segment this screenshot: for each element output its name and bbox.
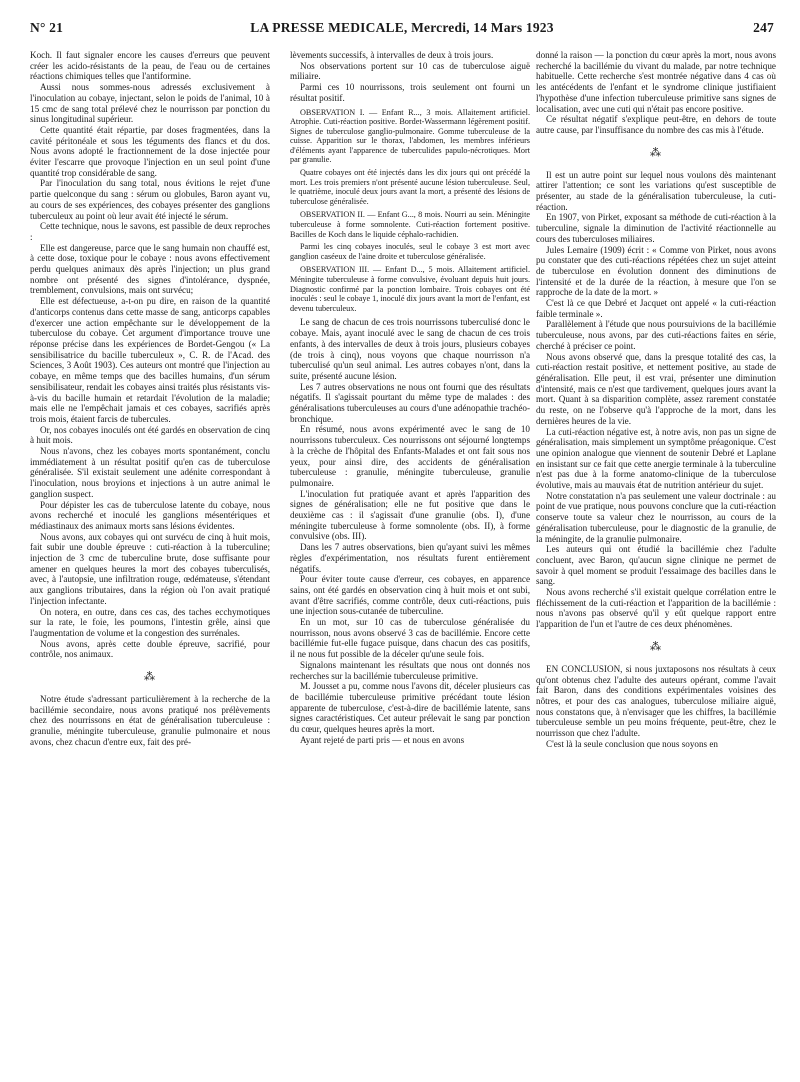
paragraph: Nous avons recherché s'il existait quelque corrélation entre le fléchissement de la cuti-réaction et l'apparition de la bacillémie : nous n'avons pas observé qu'il y eût quelque rapport entre l'apparition de l'un et l'autre de ces deux phénomènes. bbox=[536, 587, 776, 630]
paragraph: On notera, en outre, dans ces cas, des taches ecchymotiques sur la rate, le foie, les poumons, l'intestin grêle, ainsi que l'augmentation de volume et la congestion des surrénales. bbox=[30, 606, 270, 638]
observation-paragraph: OBSERVATION II. — Enfant G..., 8 mois. Nourri au sein. Méningite tuberculeuse à forme somnolente. Cuti-réaction fortement positive. Bacilles de Koch dans le liquide céphalo-rachidien. bbox=[290, 210, 530, 239]
paragraph: Le sang de chacun de ces trois nourrissons tuberculisé donc le cobaye. Mais, ayant inoculé avec le sang de chacun de ces trois enfants, à des intervalles de deux à trois jours, plusieurs cobayes (de trois à cinq), nous voyons que chaque nourrisson n'a tuberculisé qu'un seul animal. Les autres cobayes n'ont, dans la suite, présenté aucune lésion. bbox=[290, 317, 530, 381]
paragraph: Koch. Il faut signaler encore les causes d'erreurs que peuvent créer les acido-résistants de la peau, de l'eau ou de certaines réactions chimiques telles que l'antiformine. bbox=[30, 50, 270, 82]
paragraph: Nos observations portent sur 10 cas de tuberculose aiguë miliaire. bbox=[290, 60, 530, 82]
paragraph: lèvements successifs, à intervalles de deux à trois jours. bbox=[290, 50, 494, 60]
paragraph: M. Jousset a pu, comme nous l'avons dit, déceler plusieurs cas de bacillémie tuberculeuse primitive précédant toute lésion apparente de tuberculose, c'est-à-dire de bacillémie latente, sans signes caractéristiques. Cet auteur prélevait le sang par ponction du cœur, quelques heures après la mort. bbox=[290, 681, 530, 735]
paragraph: Cette quantité était répartie, par doses fragmentées, dans la cavité péritonéale et sous les téguments des flancs et du dos. Nous avons adopté le fractionnement de la dose injectée pour éviter l'escarre que provoque l'injection en un seul point d'une quantité trop considérable de sang. bbox=[30, 124, 270, 178]
paragraph: donné la raison — la ponction du cœur après la mort, nous avons recherché la bacillémie du vivant du malade, par notre technique habituelle. Cette recherche s'est montrée négative dans 4 cas où les antécédents de l'enfant et le syndrome clinique justifiaient l'hypothèse d'une infection tuberculeuse primitive sans signes de localisation, avec une cuti qui n'était pas encore positive. bbox=[536, 50, 776, 114]
paragraph: Par l'inoculation du sang total, nous évitions le rejet d'une partie quelconque du sang : sérum ou globules, Baron ayant vu, au cours de ses expériences, des cobayes présenter des ganglions tuberculeux au point où leur avait été injecté le sérum. bbox=[30, 178, 270, 221]
paragraph: Elle est dangereuse, parce que le sang humain non chauffé est, à cette dose, toxique pour le cobaye : nous avons effectivement perdu quelques animaux dès après l'injection; un plus grand nombre ont présenté des signes d'intolérance, dyspnée, tremblement, convulsions, mais ont survécu; bbox=[30, 242, 270, 296]
paragraph: Nous n'avons, chez les cobayes morts spontanément, conclu immédiatement à un résultat positif qu'en cas de tuberculose généralisée. S'il existait seulement une adénite correspondant à l'inoculation, nous broyions et injections à un autre animal le ganglion suspect. bbox=[30, 446, 270, 499]
paragraph: En résumé, nous avons expérimenté avec le sang de 10 nourrissons tuberculeux. Ces nourrissons ont séjourné longtemps à la crèche de l'hôpital des Enfants-Malades et ont fait sous nos yeux, pour ainsi dire, des accidents de généralisation tuberculeuse : granulie, méningite tuberculeuse, granulie pulmonaire. bbox=[290, 424, 530, 488]
paragraph: Notre étude s'adressant particulièrement à la recherche de la bacillémie secondaire, nous avons pratiqué nos prélèvements chez des nourrissons en état de généralisation tuberculeuse : granulie, méningite tuberculeuse, granulie pulmonaire et nous avons, chez chacun d'entre eux, fait des pré- bbox=[30, 694, 270, 747]
paragraph: Or, nos cobayes inoculés ont été gardés en observation de cinq à huit mois. bbox=[30, 424, 270, 446]
paragraph: L'inoculation fut pratiquée avant et après l'apparition des signes de généralisation; elle ne fut positive que dans le deuxième cas : il s'agissait d'une granulie (obs. I), d'une méningite tuberculeuse à forme somnolente (obs. II), à forme convulsive (obs. III). bbox=[290, 488, 530, 542]
text-column-2 bbox=[290, 50, 530, 1072]
text-column-1 bbox=[30, 50, 270, 1072]
paragraph: C'est là ce que Debré et Jacquet ont appelé « la cuti-réaction faible terminale ». bbox=[536, 298, 776, 319]
paragraph: Elle est défectueuse, a-t-on pu dire, en raison de la quantité d'anticorps contenus dans cette masse de sang, anticorps capables d'exercer une action empêchante sur le développement de la tuberculose du cobaye. Cet argument d'importance trouve une réponse précise dans les expériences de Bordet-Gengou (« La sensibilisatrice du bacille tuberculeux », C. R. de l'Acad. des Sciences, 3 Août 1903). Ces auteurs ont montré que l'injection au cobaye, en même temps que des bacilles humains, d'un sérum sensibilisateur, rendait les cobayes ainsi traités plus résistants vis-à-vis du bacille humain et retardait l'évolution de la maladie; mais elle ne l'empêchait jamais et ces cobayes, sacrifiés après trois mois, étaient farcis de tubercules. bbox=[30, 296, 270, 424]
page-header bbox=[30, 12, 774, 38]
text-column-3 bbox=[536, 50, 776, 1072]
section-separator: ⁂ bbox=[650, 640, 662, 653]
paragraph: Ayant rejeté de parti pris — et nous en avons bbox=[300, 734, 465, 745]
paragraph: La cuti-réaction négative est, à notre avis, non pas un signe de généralisation, mais simplement un symptôme préagonique. C'est une opinion analogue que viennent de soutenir Debré et Laplane en insistant sur ce fait que cette anergie terminale à la tuberculine n'est pas due à la forme anatomo-clinique de la tuberculose évolutive, mais au mauvais état de nutrition antérieur du sujet. bbox=[536, 426, 776, 491]
section-separator: ⁂ bbox=[144, 671, 156, 684]
paragraph: En 1907, von Pirket, exposant sa méthode de cuti-réaction à la tuberculine, signale la diminution de l'activité réactionnelle au cours des tuberculoses miliaires. bbox=[536, 212, 776, 244]
paragraph: Parmi ces 10 nourrissons, trois seulement ont fourni un résultat positif. bbox=[290, 82, 530, 103]
paragraph: Nous avons observé que, dans la presque totalité des cas, la cuti-réaction restait positive, et nettement positive, au stade de généralisation. Elle peut, il est vrai, présenter une diminution d'intensité, mais ce n'est que tardivement, quelques jours avant la mort. Quant à sa disparition complète, assez rarement constatée du reste, on ne l'observe qu'à l'approche de la mort, dans les dernières heures de la vie. bbox=[536, 351, 776, 426]
paragraph: Il est un autre point sur lequel nous voulons dès maintenant attirer l'attention; ce sont les variations qu'est susceptible de présenter, au stade de la généralisation tuberculeuse, la cuti-réaction. bbox=[536, 169, 776, 212]
paragraph: Aussi nous sommes-nous adressés exclusivement à l'inoculation au cobaye, injectant, selon le poids de l'animal, 10 à 15 cmc de sang total prélevé chez le nourrisson par ponction du sinus longitudinal supérieur. bbox=[30, 82, 270, 125]
paragraph: En un mot, sur 10 cas de tuberculose généralisée du nourrisson, nous avons observé 3 cas de bacillémie. Encore cette bacillémie fut-elle fugace puisque, dans chacun des cas positifs, il ne nous fut possible de la déceler qu'une seule fois. bbox=[290, 617, 530, 660]
paragraph: Notre constatation n'a pas seulement une valeur doctrinale : au point de vue pratique, nous pouvons conclure que la cuti-réaction conserve toute sa valeur chez le nourrisson, au cours de la généralisation tuberculeuse, pour le diagnostic de la granulie, de la méningite, de la granulie pulmonaire. bbox=[536, 490, 776, 544]
journal-title: LA PRESSE MEDICALE, Mercredi, 14 Mars 1923 bbox=[250, 20, 554, 35]
paragraph: Nous avons, aux cobayes qui ont survécu de cinq à huit mois, fait subir une double épreuve : cuti-réaction à la tuberculine; injection de 3 cmc de tuberculine brute, dose suffisante pour amener en quelques heures la mort des cobayes tuberculisés, avec, à l'autopsie, une infiltration rouge, œdémateuse, s'étendant aux ganglions tributaires, dans la région où l'on avait pratiqué l'injection infectante. bbox=[30, 531, 270, 606]
paragraph: Les 7 autres observations ne nous ont fourni que des résultats négatifs. Il s'agissait pourtant du même type de malades : des généralisations tuberculeuses au cours d'une adénopathie trachéo-bronchique. bbox=[290, 381, 530, 424]
paragraph: Dans les 7 autres observations, bien qu'ayant suivi les mêmes règles d'expérimentation, nos résultats furent entièrement négatifs. bbox=[290, 542, 530, 574]
paragraph: Parallèlement à l'étude que nous poursuivions de la bacillémie tuberculeuse, nous avons, par des cuti-réactions faites en série, cherché à préciser ce point. bbox=[536, 319, 776, 351]
paragraph: Jules Lemaire (1909) écrit : « Comme von Pirket, nous avons pu constater que des cuti-réactions répétées chez un sujet atteint de tuberculose en évolution donnent des diminutions de l'intensité et de la durée de la réaction, à mesure que l'on se rapproche de la date de la mort. » bbox=[536, 244, 776, 298]
paragraph: Signalons maintenant les résultats que nous ont donnés nos recherches sur la bacillémie tuberculeuse primitive. bbox=[290, 659, 530, 681]
observation-paragraph: OBSERVATION III. — Enfant D..., 5 mois. Allaitement artificiel. Méningite tuberculeuse à forme convulsive, évoluant depuis huit jours. Diagnostic confirmé par la ponction lombaire. Trois cobayes ont été inoculés : seul le cobaye 1, inoculé dix jours avant la mort de l'enfant, est devenu tuberculeux. bbox=[290, 265, 530, 313]
issue-number: N° 21 bbox=[30, 20, 64, 35]
page-number: 247 bbox=[753, 20, 774, 35]
section-separator: ⁂ bbox=[650, 146, 662, 159]
paragraph: Pour éviter toute cause d'erreur, ces cobayes, en apparence sains, ont été gardés en observation cinq à huit mois et ont subi, avant d'être sacrifiés, comme contrôle, deux cuti-réactions, puis une injection sous-cutanée de tuberculine. bbox=[290, 574, 530, 617]
paragraph: Nous avons, après cette double épreuve, sacrifié, pour contrôle, nos animaux. bbox=[30, 638, 270, 660]
paragraph: Cette technique, nous le savons, est passible de deux reproches : bbox=[30, 221, 270, 242]
observation-paragraph: OBSERVATION I. — Enfant R..., 3 mois. Allaitement artificiel. Atrophie. Cuti-réaction positive. Bordet-Wassermann légèrement positif. Signes de tuberculose ganglio-pulmonaire. Gomme tuberculeuse de la cuisse. Apparition sur le thorax, l'abdomen, les membres inférieurs d'éléments ayant l'apparence de tuberculides papulo-nécrotiques. Mort par granulie. bbox=[290, 107, 530, 165]
paragraph: Pour dépister les cas de tuberculose latente du cobaye, nous avons recherché et inoculé les ganglions mésentériques et médiastinaux des animaux morts sans lésions évidentes. bbox=[30, 499, 270, 531]
observation-paragraph: Quatre cobayes ont été injectés dans les dix jours qui ont précédé la mort. Les trois premiers n'ont présenté aucune lésion tuberculeuse. Seul, le quatrième, inoculé deux jours avant la mort, a présenté des lésions de tuberculose généralisée. bbox=[290, 168, 530, 206]
observation-paragraph: Parmi les cinq cobayes inoculés, seul le cobaye 3 est mort avec ganglion caséeux de l'aine droite et tuberculose généralisée. bbox=[290, 242, 530, 261]
paragraph: C'est là la seule conclusion que nous soyons en bbox=[546, 738, 718, 749]
paragraph: Les auteurs qui ont étudié la bacillémie chez l'adulte concluent, avec Baron, qu'aucun signe clinique ne permet de savoir à quel moment se produit l'essaimage des bacilles dans le sang. bbox=[536, 544, 776, 587]
paragraph: EN CONCLUSION, si nous juxtaposons nos résultats à ceux qu'ont obtenus chez l'adulte des auteurs opérant, comme l'avait fait Baron, dans des conditions expérimentales voisines des nôtres, et pour des cas analogues, tuberculose miliaire aiguë, nous constatons que, à n'envisager que les chiffres, la bacillémie tuberculeuse semble un peu moins fréquente, peut-être, chez le nourrisson que chez l'adulte. bbox=[536, 663, 776, 739]
paragraph: Ce résultat négatif s'explique peut-être, en dehors de toute autre cause, par l'insuffisance du nombre des cas mis à l'étude. bbox=[536, 114, 776, 135]
